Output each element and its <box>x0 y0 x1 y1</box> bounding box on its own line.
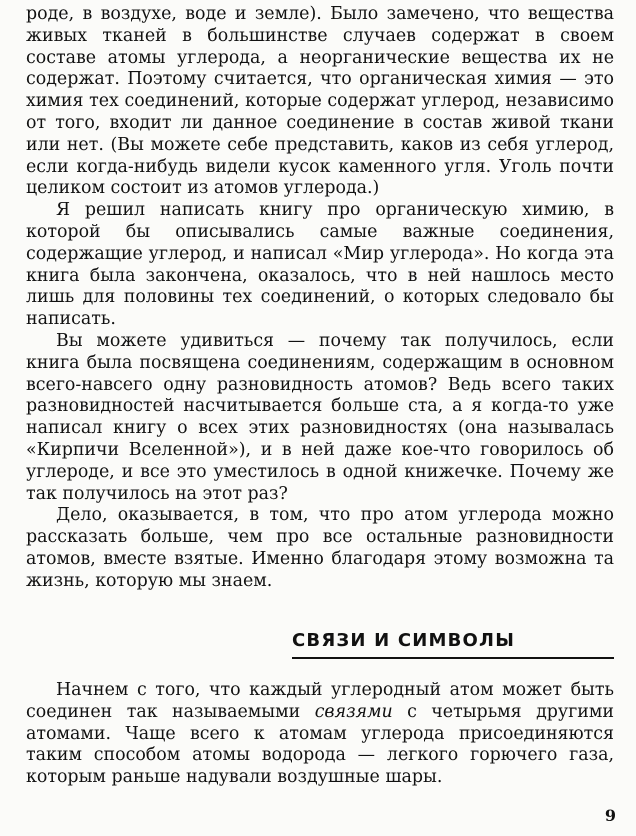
body-text-bottom <box>26 680 614 789</box>
paragraph-4: Дело, оказывается, в том, что про атом углерода можно рассказать больше, чем про все остальные разновидности атомов, вместе взятые. Именно благодаря этому возможна та жизнь, которую мы знаем. <box>26 505 614 591</box>
page-number: 9 <box>604 806 616 825</box>
term-italic: связями <box>314 701 393 722</box>
section-heading: СВЯЗИ И СИМВОЛЫ <box>292 630 614 659</box>
paragraph-5-start: Начнем с того, что каждый углеродный атом может быть соединен так называемыми <box>26 680 614 722</box>
paragraph-5-end: с четырьмя другими атомами. Чаще всего к атомам углерода присоединяются таким способом атомы водорода — легкого горючего газа, которым раньше надували воздушные шары. <box>26 701 614 788</box>
paragraph-5 <box>26 680 614 789</box>
paragraph-3: Вы можете удивиться — почему так получилось, если книга была посвящена соединениям, содержащим в основном всего-навсего одну разновидность атомов? Ведь всего таких разновидностей насчитывается больше ста, а я когда-то уже написал книгу о всех этих разновидностях (она называлась «Кирпичи Вселенной»), и в ней даже кое-что говорилось об углероде, и все это уместилось в одной книжечке. Почему же так получилось на этот раз? <box>26 330 614 504</box>
paragraph-2: Я решил написать книгу про органическую химию, в которой бы описывались самые важные соединения, содержащие углерод, и написал «Мир углерода». Но когда эта книга была закончена, оказалось, что в ней нашлось место лишь для половины тех соединений, о которых следовало бы написать. <box>26 200 614 330</box>
body-text-top <box>26 4 614 593</box>
paragraph-1: роде, в воздухе, воде и земле). Было замечено, что вещества живых тканей в большинстве случаев содержат в своем составе атомы углерода, а неорганические вещества их не содержат. Поэтому считается, что органическая химия — это химия тех соединений, которые содержат углерод, независимо от того, входит ли данное соединение в состав живой ткани или нет. (Вы можете себе представить, каков из себя углерод, если когда-нибудь видели кусок каменного угля. Уголь почти целиком состоит из атомов углерода.) <box>26 4 614 199</box>
